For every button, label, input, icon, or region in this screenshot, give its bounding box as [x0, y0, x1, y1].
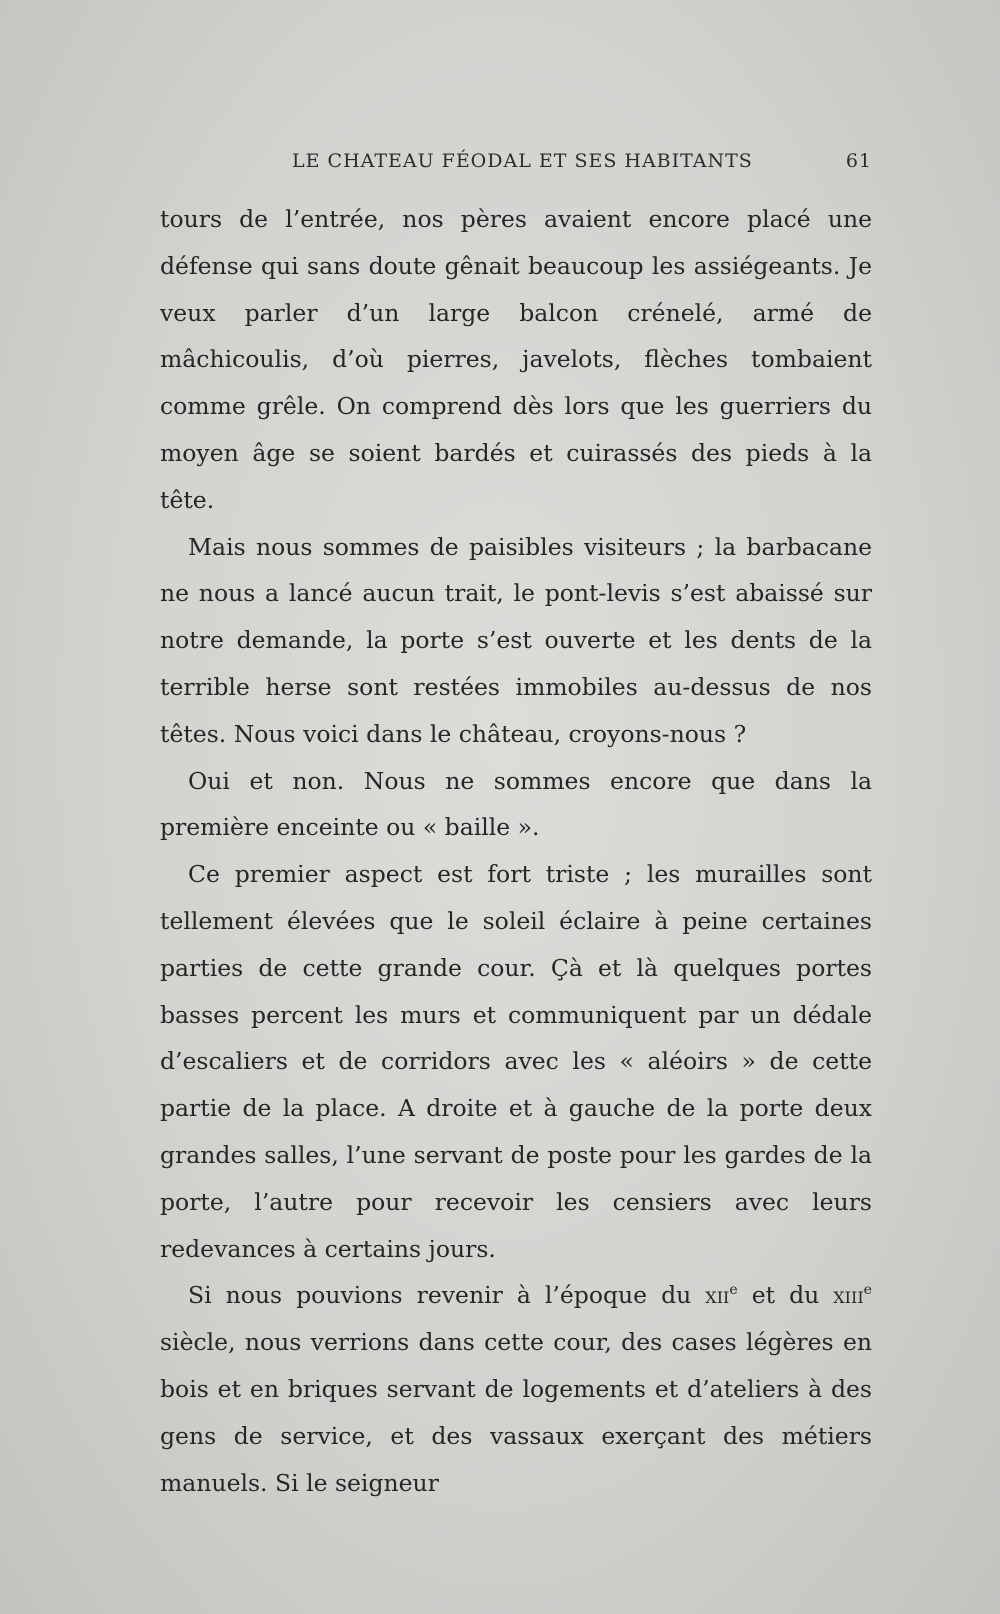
body-text: [160, 196, 872, 1506]
century-12-suffix: e: [729, 1282, 738, 1299]
century-12: xii: [705, 1281, 730, 1310]
century-13-suffix: e: [863, 1282, 872, 1299]
paragraph-5-part-2: et du: [737, 1281, 834, 1310]
paragraph-1: tours de l’entrée, nos pères avaient encore placé une défense qui sans doute gênait beaucoup les assiégeants. Je veux parler d’un large balcon crénelé, armé de mâchicoulis, d’où pierres, javelots, flèches tombaient comme grêle. On comprend dès lors que les guerriers du moyen âge se soient bardés et cuirassés des pieds à la tête.: [160, 205, 872, 514]
paragraph-2: Mais nous sommes de paisibles visiteurs ; la barbacane ne nous a lancé aucun trait, le pont-levis s’est abaissé sur notre demande, la porte s’est ouverte et les dents de la terrible herse sont restées immobiles au-dessus de nos têtes. Nous voici dans le château, croyons-nous ?: [160, 532, 872, 748]
paragraph-5: [160, 1272, 872, 1506]
paragraph-5-part-3: siècle, nous verrions dans cette cour, des cases légères en bois et en briques servant de logements et d’ateliers à des gens de service, et des vassaux exerçant des métiers manuels. Si le seigneur: [160, 1328, 872, 1497]
running-title: LE CHATEAU FÉODAL ET SES HABITANTS: [292, 150, 753, 172]
paragraph-5-part-1: Si nous pouvions revenir à l’époque du: [188, 1281, 706, 1310]
paragraph-4: Ce premier aspect est fort triste ; les murailles sont tellement élevées que le soleil éclaire à peine certaines parties de cette grande cour. Çà et là quelques portes basses percent les murs et communiquent par un dédale d’escaliers et de corridors avec les « aléoirs » de cette partie de la place. A droite et à gauche de la porte deux grandes salles, l’une servant de poste pour les gardes de la porte, l’autre pour recevoir les censiers avec leurs redevances à certains jours.: [160, 860, 872, 1263]
page-number: 61: [845, 150, 872, 172]
paragraph-3: Oui et non. Nous ne sommes encore que dans la première enceinte ou « baille ».: [160, 766, 872, 842]
page-header: [160, 150, 872, 180]
century-13: xiii: [833, 1281, 864, 1310]
